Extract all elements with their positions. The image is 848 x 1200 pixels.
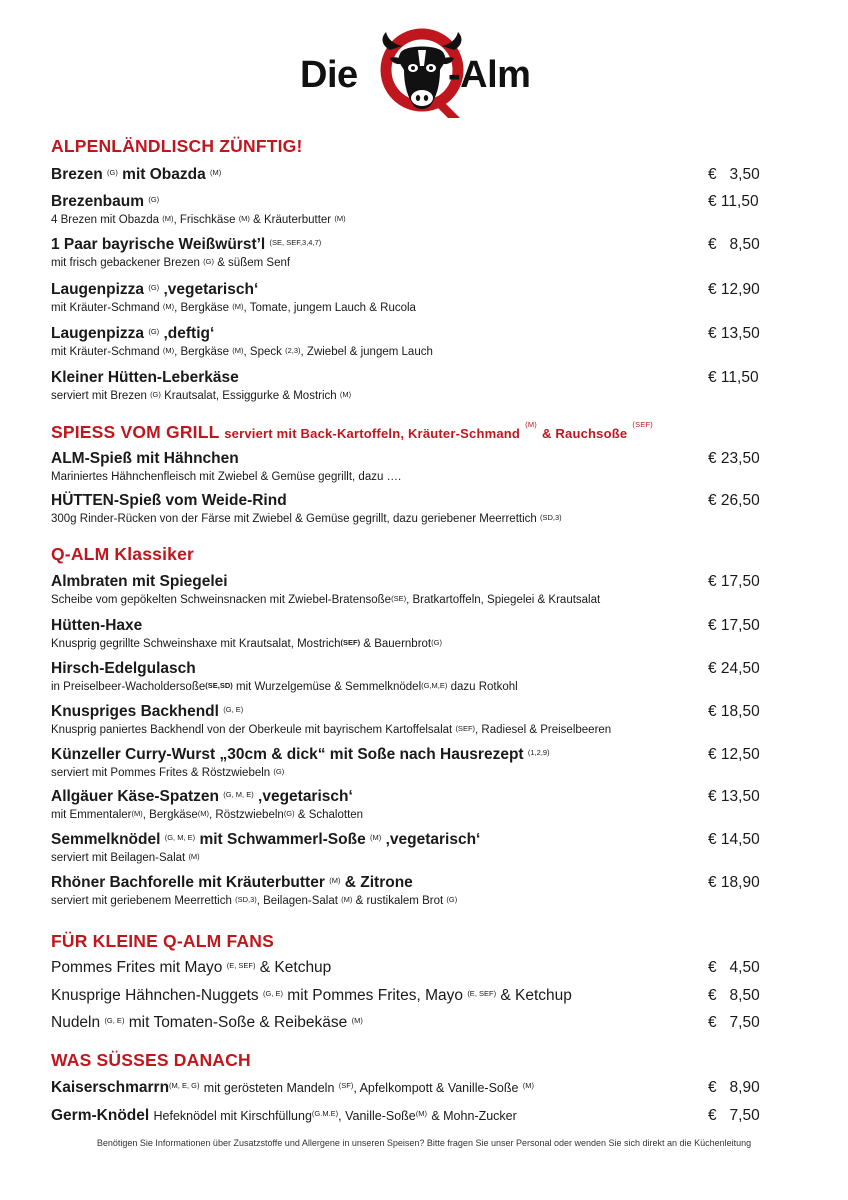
price-nuggets: € 8,50 — [708, 987, 760, 1004]
section-title-kleine-fans: FÜR KLEINE Q-ALM FANS — [51, 931, 274, 951]
price-kaiserschmarrn: € 8,90 — [708, 1079, 760, 1096]
price-weisswuerstl: € 8,50 — [708, 236, 760, 253]
item-name: Germ-Knödel Hefeknödel mit Kirschfüllung$^{(G.M.E)}$, Vanille-Soße$^{(M)}$ & Mohn-Zucker — [51, 1107, 517, 1124]
item-name: Laugenpizza $^{(G)}$ ‚deftig‘ — [51, 325, 215, 342]
menu-item-huetten-spiess — [51, 491, 771, 527]
price-germ-knoedel: € 7,50 — [708, 1107, 760, 1124]
item-name: Knuspriges Backhendl $^{(G, E)}$ — [51, 703, 244, 720]
section-title-alpenlaendlisch: ALPENLÄNDLISCH ZÜNFTIG! — [51, 136, 303, 156]
menu-item-nuggets — [51, 986, 771, 1006]
section-title-spiess: SPIESS VOM GRILL serviert mit Back-Kartoffeln, Kräuter-Schmand $^{(M)}$ & Rauchsoße $^{(SEF)}$ — [51, 420, 653, 442]
item-name: Kaiserschmarrn$^{(M, E, G)}$ mit gerösteten Mandeln $^{(SF)}$, Apfelkompott & Vanille-Soße $^{(M)}$ — [51, 1079, 535, 1096]
item-name: HÜTTEN-Spieß vom Weide-Rind — [51, 492, 287, 509]
item-name: Hirsch-Edelgulasch — [51, 660, 196, 677]
menu-item-huetten-haxe — [51, 616, 771, 652]
item-description: mit Kräuter-Schmand $^{(M)}$, Bergkäse $^{(M)}$, Speck $^{(2,3)}$, Zwiebel & jungem Lauch — [51, 346, 433, 358]
item-description: mit frisch gebackener Brezen $^{(G)}$ & süßem Senf — [51, 257, 291, 269]
item-name: Brezen $^{(G)}$ mit Obazda $^{(M)}$ — [51, 166, 222, 183]
menu-item-bachforelle — [51, 873, 771, 909]
price-semmelknoedel: € 14,50 — [708, 831, 760, 848]
item-name: Nudeln $^{(G, E)}$ mit Tomaten-Soße & Reibekäse $^{(M)}$ — [51, 1014, 363, 1031]
item-description: serviert mit Brezen $^{(G)}$ Krautsalat, Essiggurke & Mostrich $^{(M)}$ — [51, 390, 352, 402]
item-name: Hütten-Haxe — [51, 617, 143, 634]
price-nudeln: € 7,50 — [708, 1014, 760, 1031]
item-name: Semmelknödel $^{(G, M, E)}$ mit Schwammerl-Soße $^{(M)}$ ‚vegetarisch‘ — [51, 831, 481, 848]
item-description: 300g Rinder-Rücken von der Färse mit Zwiebel & Gemüse gegrillt, dazu geriebener Meerrettich $^{(SD,3)}$ — [51, 513, 562, 525]
price-laugenpizza-deftig: € 13,50 — [708, 325, 760, 342]
menu-item-backhendl — [51, 702, 771, 738]
price-almbraten: € 17,50 — [708, 573, 760, 590]
logo-word-alm: -Alm — [448, 54, 531, 96]
menu-item-pommes — [51, 958, 771, 978]
item-description: in Preiselbeer-Wacholdersoße$^{(SE,SD)}$ mit Wurzelgemüse & Semmelknödel$^{(G,M,E)}$ dazu Rotkohl — [51, 681, 518, 693]
logo-word-die: Die — [300, 54, 358, 96]
price-alm-spiess: € 23,50 — [708, 450, 760, 467]
item-name: Pommes Frites mit Mayo $^{(E, SEF)}$ & Ketchup — [51, 959, 332, 976]
menu-item-brezen — [51, 165, 771, 185]
allergen-footnote: Benötigen Sie Informationen über Zusatzstoffe und Allergene in unseren Speisen? Bitte fragen Sie unser Personal oder wenden Sie sich direkt an die Küchenleitung — [96, 1138, 752, 1148]
menu-item-laugenpizza-deftig — [51, 324, 771, 360]
item-description: Scheibe vom gepökelten Schweinsnacken mit Zwiebel-Bratensoße$^{(SE)}$, Bratkartoffeln, Spiegelei & Krautsalat — [51, 594, 601, 606]
logo — [0, 12, 848, 112]
price-pommes: € 4,50 — [708, 959, 760, 976]
menu-item-alm-spiess — [51, 449, 771, 485]
item-name: 1 Paar bayrische Weißwürst’l $^{(SE, SEF,3,4,7)}$ — [51, 236, 322, 253]
item-name: Rhöner Bachforelle mit Kräuterbutter $^{(M)}$ & Zitrone — [51, 874, 413, 891]
price-kaese-spatzen: € 13,50 — [708, 788, 760, 805]
price-brezenbaum: € 11,50 — [708, 193, 759, 210]
menu-item-kaiserschmarrn — [51, 1078, 771, 1098]
menu-item-hirsch-gulasch — [51, 659, 771, 695]
item-name: Laugenpizza $^{(G)}$ ‚vegetarisch‘ — [51, 281, 259, 298]
item-name: Knusprige Hähnchen-Nuggets $^{(G, E)}$ mit Pommes Frites, Mayo $^{(E, SEF)}$ & Ketchup — [51, 987, 572, 1004]
item-description: serviert mit Pommes Frites & Röstzwiebeln $^{(G)}$ — [51, 767, 285, 779]
item-description: Knusprig paniertes Backhendl von der Oberkeule mit bayrischem Kartoffelsalat $^{(SEF)}$, Radiesel & Preiselbeeren — [51, 724, 612, 736]
section-title-klassiker: Q-ALM Klassiker — [51, 544, 195, 564]
menu-item-laugenpizza-vegetarisch — [51, 280, 771, 316]
item-description: mit Emmentaler$^{(M)}$, Bergkäse$^{(M)}$, Röstzwiebeln$^{(G)}$ & Schalotten — [51, 809, 364, 821]
price-curry-wurst: € 12,50 — [708, 746, 760, 763]
item-description: 4 Brezen mit Obazda $^{(M)}$, Frischkäse $^{(M)}$ & Kräuterbutter $^{(M)}$ — [51, 214, 346, 226]
menu-item-curry-wurst — [51, 745, 771, 781]
price-backhendl: € 18,50 — [708, 703, 760, 720]
menu-item-almbraten — [51, 572, 771, 608]
price-huetten-haxe: € 17,50 — [708, 617, 760, 634]
menu-item-germ-knoedel — [51, 1106, 771, 1126]
menu-item-nudeln — [51, 1013, 771, 1033]
item-description: serviert mit Beilagen-Salat $^{(M)}$ — [51, 852, 200, 864]
price-hirsch-gulasch: € 24,50 — [708, 660, 760, 677]
item-description: serviert mit geriebenem Meerrettich $^{(SD,3)}$, Beilagen-Salat $^{(M)}$ & rustikalem Brot $^{(G)}$ — [51, 895, 458, 907]
section-title-suesses: WAS SÜSSES DANACH — [51, 1050, 251, 1070]
price-brezen: € 3,50 — [708, 166, 760, 183]
item-name: Brezenbaum $^{(G)}$ — [51, 193, 160, 210]
menu-item-leberkaese — [51, 368, 771, 404]
item-description: Knusprig gegrillte Schweinshaxe mit Krautsalat, Mostrich$^{(SEF)}$ & Bauernbrot$^{(G)}$ — [51, 638, 442, 650]
price-leberkaese: € 11,50 — [708, 369, 759, 386]
item-name: Kleiner Hütten-Leberkäse — [51, 369, 239, 386]
item-name: Allgäuer Käse-Spatzen $^{(G, M, E)}$ ‚vegetarisch‘ — [51, 788, 353, 805]
menu-item-brezenbaum — [51, 192, 771, 228]
item-name: Almbraten mit Spiegelei — [51, 573, 228, 590]
menu-item-kaese-spatzen — [51, 787, 771, 823]
price-laugenpizza-vegetarisch: € 12,90 — [708, 281, 760, 298]
price-bachforelle: € 18,90 — [708, 874, 760, 891]
price-huetten-spiess: € 26,50 — [708, 492, 760, 509]
item-description: Mariniertes Hähnchenfleisch mit Zwiebel & Gemüse gegrillt, dazu …. — [51, 471, 402, 483]
item-name: Künzeller Curry-Wurst „30cm & dick“ mit Soße nach Hausrezept $^{(1,2,9)}$ — [51, 746, 550, 763]
menu-item-weisswuerstl — [51, 235, 771, 271]
menu-item-semmelknoedel — [51, 830, 771, 866]
item-description: mit Kräuter-Schmand $^{(M)}$, Bergkäse $^{(M)}$, Tomate, jungem Lauch & Rucola — [51, 302, 416, 314]
item-name: ALM-Spieß mit Hähnchen — [51, 450, 239, 467]
